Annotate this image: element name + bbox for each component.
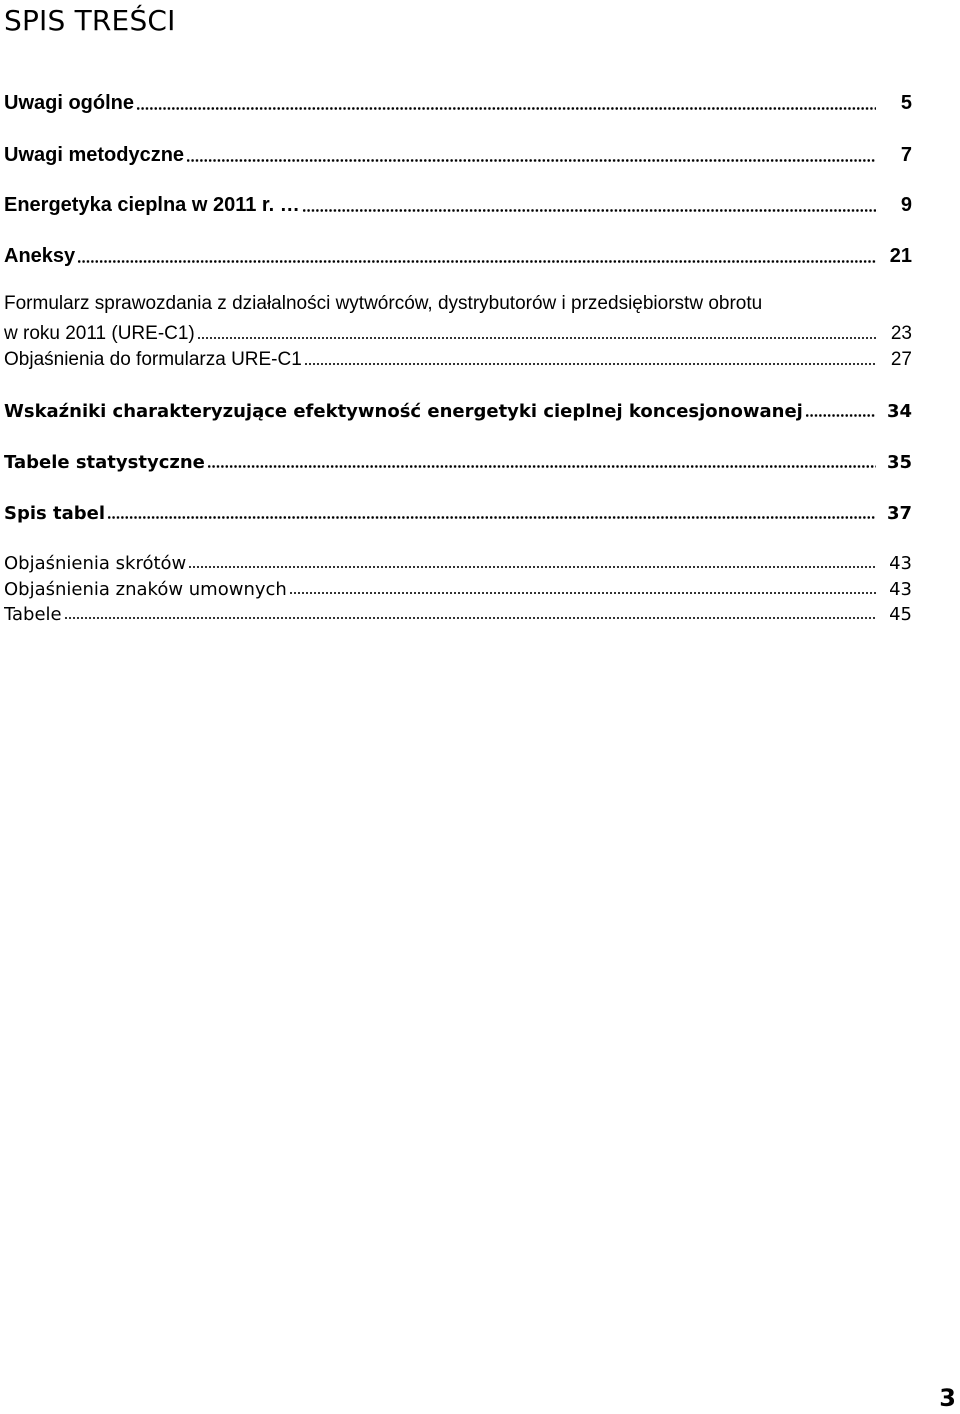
toc-entry-label: Objaśnienia znaków umownych [4,579,287,600]
toc-entry-formularz[interactable] [4,319,912,345]
dot-leader [805,414,876,417]
toc-entry-spis-tabel[interactable] [4,498,912,524]
page-title: SPIS TREŚCI [4,4,176,37]
dot-leader [188,566,876,568]
dot-leader [304,363,876,365]
dot-leader [107,516,876,519]
dot-leader [186,159,876,162]
toc-entry-formularz-line1[interactable]: Formularz sprawozdania z działalności wytwórców, dystrybutorów i przedsiębiorstw obrotu [4,293,763,314]
toc-entry-label: Tabele statystyczne [4,452,205,473]
dot-leader [207,465,876,468]
toc-page-number: 9 [900,194,912,216]
toc-page-number: 37 [886,503,912,524]
toc-entry-label: Wskaźniki charakteryzujące efektywność energetyki cieplnej koncesjonowanej [4,401,803,422]
dot-leader [136,107,876,110]
toc-page-number: 43 [889,553,912,574]
toc-page-number: 5 [900,92,912,114]
dot-leader [302,209,876,212]
toc-entry-objasnienia-znakow[interactable] [4,574,912,600]
toc-entry-objasnienia-skrotow[interactable] [4,548,912,574]
toc-page-number: 23 [890,323,912,344]
toc-page-number: 7 [900,144,912,166]
toc-entry-label: Energetyka cieplna w 2011 r. … [4,194,300,216]
toc-page-number: 35 [886,452,912,473]
toc-entry-label: Uwagi ogólne [4,92,134,114]
toc-page-number: 45 [889,604,912,625]
toc-entry-uwagi-ogolne[interactable] [4,89,912,115]
toc-entry-uwagi-metodyczne[interactable] [4,141,912,167]
toc-page-number: 27 [890,349,912,370]
dot-leader [77,260,876,263]
toc-entry-wskazniki[interactable] [4,396,912,422]
toc-entry-tabele[interactable] [4,599,912,625]
toc-page-number: 21 [889,245,912,267]
toc-entry-label: Objaśnienia skrótów [4,553,187,574]
dot-leader [197,337,876,339]
toc-entry-aneksy[interactable] [4,242,912,268]
toc-entry-label: Tabele [4,604,62,625]
toc-entry-label: w roku 2011 (URE-C1) [4,323,195,344]
toc-page-number: 34 [886,401,912,422]
toc-entry-tabele-statystyczne[interactable] [4,447,912,473]
dot-leader [64,617,876,619]
footer-page-number: 3 [939,1384,956,1412]
dot-leader [289,592,876,594]
toc-page-number: 43 [889,579,912,600]
toc-entry-label: Uwagi metodyczne [4,144,185,166]
toc-entry-label: Aneksy [4,245,76,267]
toc-entry-label: Spis tabel [4,503,106,524]
toc-entry-objasnienia-formularza[interactable] [4,345,912,371]
toc-entry-label: Objaśnienia do formularza URE-C1 [4,349,302,370]
toc-entry-energetyka-cieplna[interactable] [4,191,912,217]
